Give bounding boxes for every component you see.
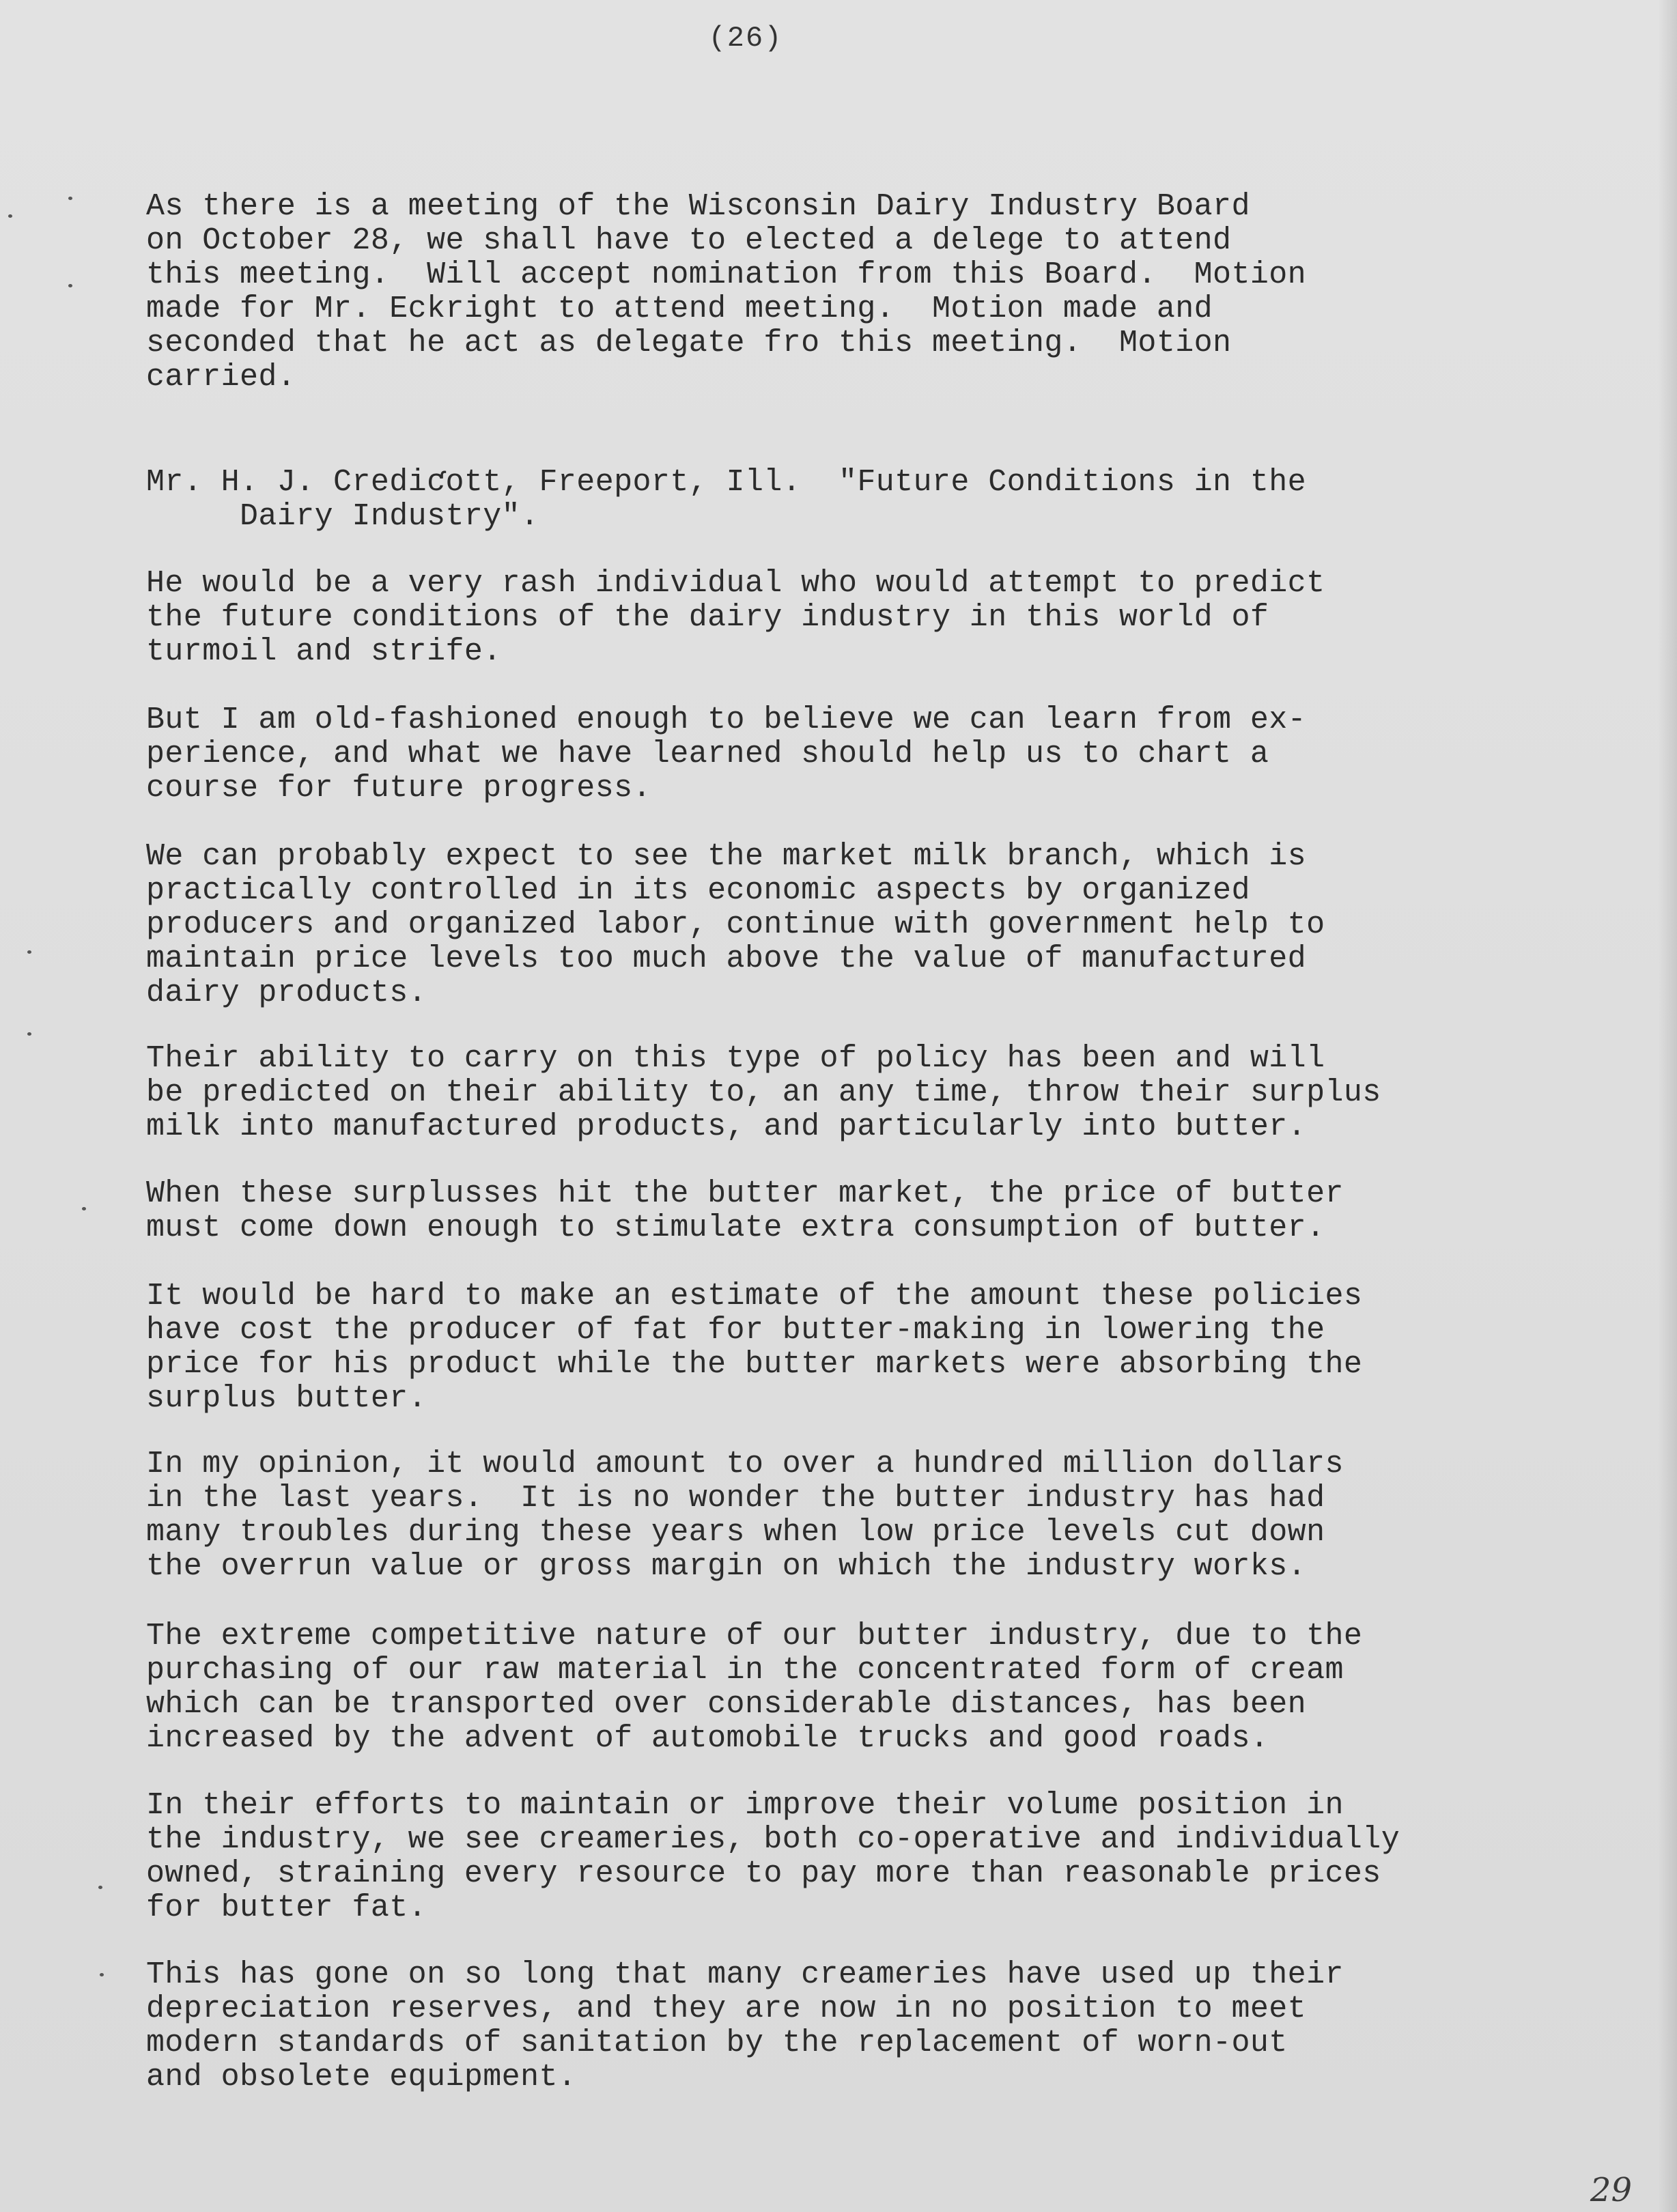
- margin-speck: [98, 1886, 102, 1889]
- page-number: (26): [708, 22, 783, 55]
- paragraph-depreciation: This has gone on so long that many creameries have used up their depreciation reserves, and they are now in no position to meet modern standards of sanitation by the replacement of worn-out and obsolete equipment.: [146, 1957, 1344, 2095]
- margin-speck: [8, 214, 12, 218]
- paragraph-competitive-nature: The extreme competitive nature of our butter industry, due to the purchasing of our raw material in the concentrated form of cream which can be transported over considerable distances, has been increased by the advent of automobile trucks and good roads.: [146, 1619, 1363, 1756]
- page-edge-shadow: [1658, 0, 1677, 2212]
- paragraph-surplusses: When these surplusses hit the butter market, the price of butter must come down enough to stimulate extra consumption of butter.: [146, 1176, 1344, 1245]
- margin-speck: [27, 1032, 31, 1036]
- paragraph-estimate-cost: It would be hard to make an estimate of the amount these policies have cost the producer of fat for butter-making in lowering the price for his product while the butter markets were absorbing the surplus butter.: [146, 1279, 1363, 1416]
- paragraph-volume-position: In their efforts to maintain or improve their volume position in the industry, we see creameries, both co-operative and individually owned, straining every resource to pay more than reasonable prices for butter fat.: [146, 1788, 1400, 1925]
- paragraph-old-fashioned: But I am old-fashioned enough to believe we can learn from ex- perience, and what we have learned should help us to chart a course for future progress.: [146, 703, 1307, 806]
- corner-handwritten-number: 29: [1590, 2171, 1632, 2209]
- margin-speck: [68, 197, 72, 200]
- paragraph-market-milk: We can probably expect to see the market milk branch, which is practically controlled in its economic aspects by organized producers and organized labor, continue with government help to maintain price levels too much above the value of manufactured dairy products.: [146, 839, 1325, 1010]
- paragraph-opinion: In my opinion, it would amount to over a hundred million dollars in the last years. It is no wonder the butter industry has had many troubles during these years when low price levels cut down the overrun value or gross margin on which the industry works.: [146, 1447, 1344, 1584]
- paragraph-rash-individual: He would be a very rash individual who would attempt to predict the future conditions of the dairy industry in this world of turmoil and strife.: [146, 566, 1325, 669]
- paragraph-ability-policy: Their ability to carry on this type of policy has been and will be predicted on their ability to, an any time, throw their surplus milk into manufactured products, and particularly into butter.: [146, 1041, 1381, 1144]
- margin-speck: [82, 1207, 86, 1210]
- paragraph-speaker-heading: Mr. H. J. Crediƈott, Freeport, Ill. "Future Conditions in the Dairy Industry".: [146, 465, 1307, 534]
- margin-speck: [27, 950, 31, 954]
- margin-speck: [68, 284, 72, 287]
- margin-speck: [100, 1973, 104, 1976]
- paragraph-meeting-delegate: As there is a meeting of the Wisconsin Dairy Industry Board on October 28, we shall have to elected a delege to attend this meeting. Will accept nomination from this Board. Motion made for Mr. Eckright to attend meeting. Motion made and seconded that he act as delegate fro this meeting. Motion carried.: [146, 189, 1307, 395]
